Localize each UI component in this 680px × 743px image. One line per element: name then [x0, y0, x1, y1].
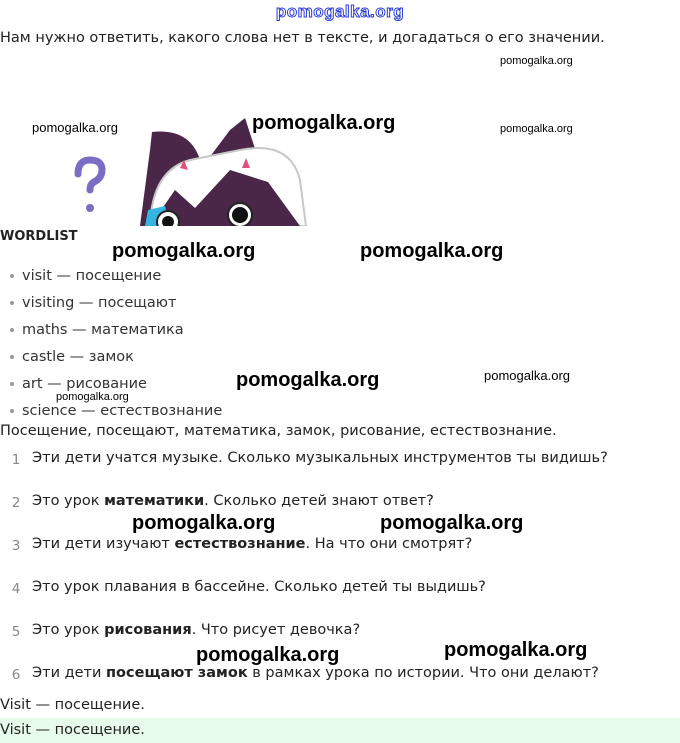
list-item-text: visit — посещение: [22, 267, 162, 284]
list-item: [10, 262, 222, 289]
site-logo: pomogalka.org: [275, 2, 405, 21]
translation-line: Посещение, посещают, математика, замок, рисование, естествознание.: [0, 423, 557, 439]
answer-text-highlighted: Visit — посещение.: [0, 722, 145, 738]
list-item-text: castle — замок: [22, 348, 134, 365]
list-item-text: visiting — посещают: [22, 294, 177, 311]
questions-list: [0, 450, 680, 708]
question-text: Это урок рисования. Что рисует девочка?: [32, 622, 361, 638]
watermark: pomogalka.org: [380, 512, 524, 534]
list-item: [10, 316, 222, 343]
watermark: pomogalka.org: [252, 112, 396, 134]
watermark: pomogalka.org: [500, 123, 573, 135]
question-text: Эти дети учатся музыке. Сколько музыкальных инструментов ты видишь?: [32, 450, 608, 466]
question-item: [0, 450, 680, 493]
watermark: pomogalka.org: [56, 391, 129, 403]
answer-highlight: [0, 718, 680, 743]
question-text: Это урок плавания в бассейне. Сколько детей ты выдишь?: [32, 579, 486, 595]
question-item: [0, 493, 680, 536]
watermark: pomogalka.org: [236, 369, 380, 391]
question-number: 4: [11, 581, 21, 597]
wordlist-title: WORDLIST: [0, 229, 78, 244]
question-item: [0, 536, 680, 579]
watermark: pomogalka.org: [500, 55, 573, 67]
answer-text: Visit — посещение.: [0, 697, 145, 713]
watermark: pomogalka.org: [444, 639, 588, 661]
list-item: [10, 289, 222, 316]
question-number: 5: [11, 624, 21, 640]
cat-illustration: [0, 110, 320, 226]
watermark: pomogalka.org: [112, 240, 256, 262]
question-text: Эти дети изучают естествознание. На что они смотрят?: [32, 536, 473, 552]
question-text: Это урок математики. Сколько детей знают ответ?: [32, 493, 434, 509]
watermark: pomogalka.org: [32, 120, 118, 135]
watermark: pomogalka.org: [484, 368, 570, 383]
question-number: 2: [11, 495, 21, 511]
question-number: 6: [11, 667, 21, 683]
list-item-text: maths — математика: [22, 321, 184, 338]
list-item-text: science — естествознание: [22, 402, 223, 419]
list-item-text: art — рисование: [22, 375, 147, 392]
question-number: 1: [11, 452, 21, 468]
watermark: pomogalka.org: [132, 512, 276, 534]
watermark: pomogalka.org: [360, 240, 504, 262]
watermark: pomogalka.org: [196, 644, 340, 666]
list-item: [10, 343, 222, 370]
intro-text: Нам нужно ответить, какого слова нет в тексте, и догадаться о его значении.: [0, 30, 605, 46]
question-item: [0, 579, 680, 622]
question-number: 3: [11, 538, 21, 554]
question-text: Эти дети посещают замок в рамках урока по истории. Что они делают?: [32, 665, 599, 681]
